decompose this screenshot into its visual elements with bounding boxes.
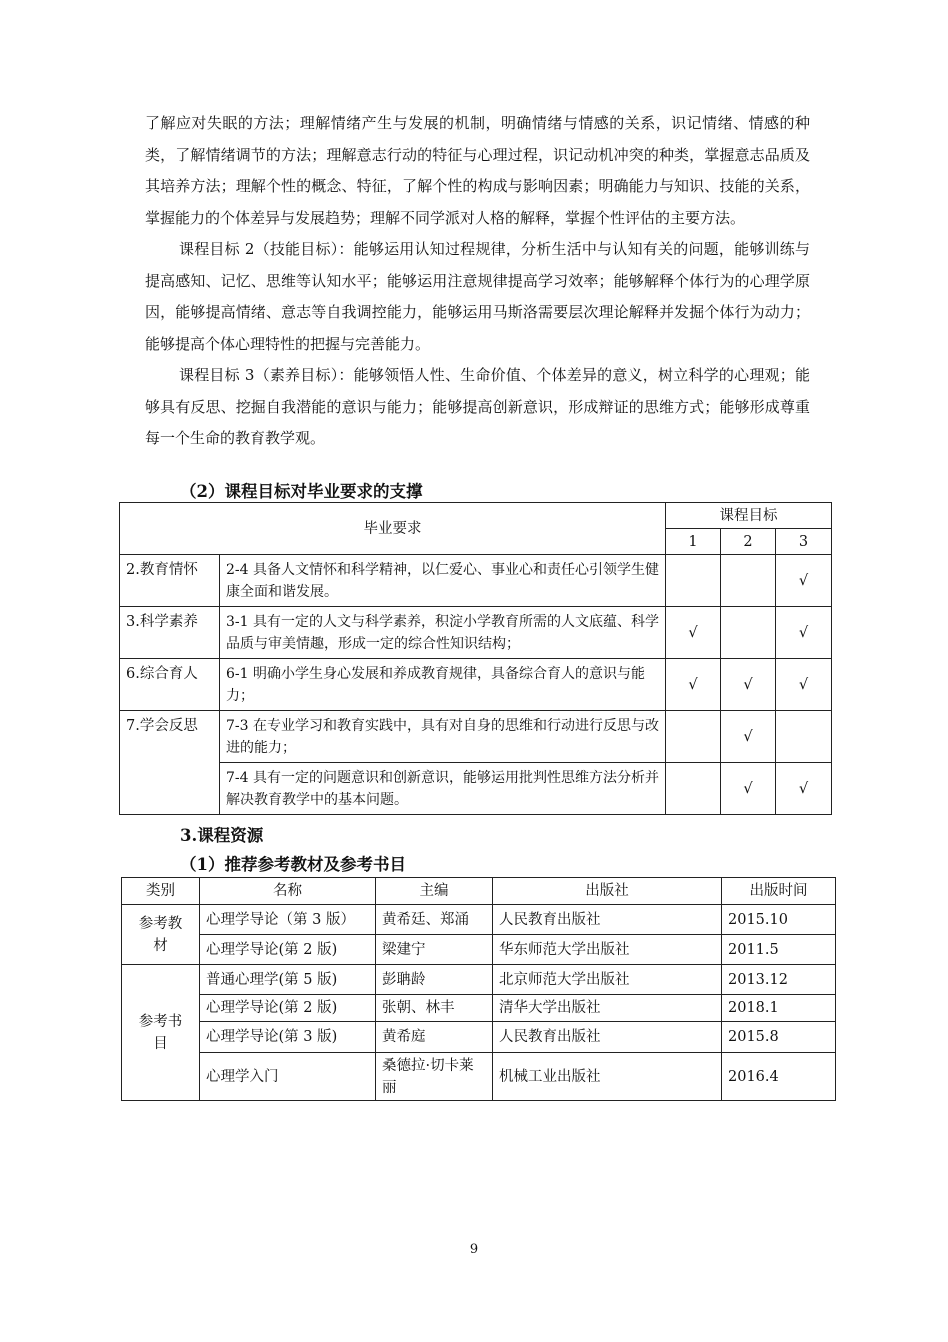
check-cell	[721, 555, 776, 607]
header-publisher: 出版社	[493, 878, 722, 905]
book-editor: 桑德拉·切卡莱丽	[376, 1053, 493, 1101]
book-editor: 黄希庭	[376, 1022, 493, 1053]
category-cell: 3.科学素养	[120, 607, 220, 659]
check-cell: √	[721, 659, 776, 711]
book-date: 2018.1	[722, 995, 836, 1022]
table-row	[120, 711, 832, 763]
book-name: 心理学导论(第 3 版)	[200, 1022, 376, 1053]
check-cell	[776, 711, 832, 763]
table-row	[122, 1022, 836, 1053]
header-category: 类别	[122, 878, 200, 905]
book-date: 2015.10	[722, 905, 836, 935]
table-row	[122, 935, 836, 965]
book-name: 心理学入门	[200, 1053, 376, 1101]
body-text	[145, 108, 810, 455]
paragraph-skill-goal: 课程目标 2（技能目标）：能够运用认知过程规律，分析生活中与认知有关的问题，能够训练与提高感知、记忆、思维等认知水平；能够运用注意规律提高学习效率；能够解释个体行为的心理学原因，能够提高情绪、意志等自我调控能力，能够运用马斯洛需要层次理论解释并发掘个体行为动力；能够提高个体心理特性的把握与完善能力。	[145, 240, 810, 353]
book-name: 普通心理学(第 5 版)	[200, 965, 376, 995]
check-cell: √	[721, 711, 776, 763]
header-goals: 课程目标	[666, 503, 832, 529]
category-cell: 6.综合育人	[120, 659, 220, 711]
requirement-cell: 2-4 具备人文情怀和科学精神，以仁爱心、事业心和责任心引领学生健康全面和谐发展。	[220, 555, 666, 607]
check-cell: √	[776, 555, 832, 607]
book-editor: 张朝、林丰	[376, 995, 493, 1022]
book-publisher: 北京师范大学出版社	[493, 965, 722, 995]
check-cell: √	[776, 763, 832, 815]
check-cell: √	[666, 659, 721, 711]
check-cell: √	[721, 763, 776, 815]
table-row	[122, 905, 836, 935]
goal-number-2: 2	[721, 529, 776, 555]
book-publisher: 人民教育出版社	[493, 905, 722, 935]
check-cell: √	[776, 659, 832, 711]
check-cell	[666, 711, 721, 763]
book-publisher: 人民教育出版社	[493, 1022, 722, 1053]
goal-number-3: 3	[776, 529, 832, 555]
book-publisher: 清华大学出版社	[493, 995, 722, 1022]
book-editor: 黄希廷、郑涌	[376, 905, 493, 935]
resources-subheading: （1）推荐参考教材及参考书目	[180, 855, 406, 874]
book-name: 心理学导论（第 3 版）	[200, 905, 376, 935]
book-publisher: 机械工业出版社	[493, 1053, 722, 1101]
book-date: 2013.12	[722, 965, 836, 995]
table-row	[122, 995, 836, 1022]
requirement-cell: 7-4 具有一定的问题意识和创新意识，能够运用批判性思维方法分析并解决教育教学中的基本问题。	[220, 763, 666, 815]
book-editor: 彭聃龄	[376, 965, 493, 995]
page-number: 9	[469, 1242, 479, 1257]
check-cell	[721, 607, 776, 659]
header-date: 出版时间	[722, 878, 836, 905]
group-reading: 参考书目	[122, 965, 200, 1101]
check-cell: √	[776, 607, 832, 659]
header-editor: 主编	[376, 878, 493, 905]
category-cell: 2.教育情怀	[120, 555, 220, 607]
paragraph-knowledge-goal: 了解应对失眠的方法；理解情绪产生与发展的机制，明确情绪与情感的关系，识记情绪、情感的种类，了解情绪调节的方法；理解意志行动的特征与心理过程，识记动机冲突的种类，掌握意志品质及其培养方法；理解个性的概念、特征，了解个性的构成与影响因素；明确能力与知识、技能的关系，掌握能力的个体差异与发展趋势；理解不同学派对人格的解释，掌握个性评估的主要方法。	[145, 114, 810, 227]
table-row	[120, 659, 832, 711]
book-name: 心理学导论(第 2 版)	[200, 935, 376, 965]
resources-heading: 3.课程资源	[180, 826, 264, 845]
header-requirement: 毕业要求	[120, 503, 666, 555]
requirement-cell: 7-3 在专业学习和教育实践中，具有对自身的思维和行动进行反思与改进的能力；	[220, 711, 666, 763]
check-cell: √	[666, 607, 721, 659]
table-row	[120, 763, 832, 815]
book-date: 2011.5	[722, 935, 836, 965]
header-name: 名称	[200, 878, 376, 905]
category-cell: 7.学会反思	[120, 711, 220, 815]
check-cell	[666, 555, 721, 607]
table-row	[122, 965, 836, 995]
support-table	[119, 502, 832, 815]
table-row	[120, 607, 832, 659]
requirement-cell: 3-1 具有一定的人文与科学素养，积淀小学教育所需的人文底蕴、科学品质与审美情趣，形成一定的综合性知识结构；	[220, 607, 666, 659]
book-name: 心理学导论(第 2 版)	[200, 995, 376, 1022]
support-heading: （2）课程目标对毕业要求的支撑	[180, 482, 423, 501]
group-textbook: 参考教材	[122, 905, 200, 965]
table-row	[120, 555, 832, 607]
requirement-cell: 6-1 明确小学生身心发展和养成教育规律，具备综合育人的意识与能力；	[220, 659, 666, 711]
paragraph-literacy-goal: 课程目标 3（素养目标）：能够领悟人性、生命价值、个体差异的意义，树立科学的心理观；能够具有反思、挖掘自我潜能的意识与能力；能够提高创新意识，形成辩证的思维方式；能够形成尊重每一个生命的教育教学观。	[145, 366, 810, 447]
book-date: 2016.4	[722, 1053, 836, 1101]
table-row	[122, 1053, 836, 1101]
goal-number-1: 1	[666, 529, 721, 555]
book-publisher: 华东师范大学出版社	[493, 935, 722, 965]
check-cell	[666, 763, 721, 815]
book-editor: 梁建宁	[376, 935, 493, 965]
book-date: 2015.8	[722, 1022, 836, 1053]
references-table	[121, 877, 836, 1101]
